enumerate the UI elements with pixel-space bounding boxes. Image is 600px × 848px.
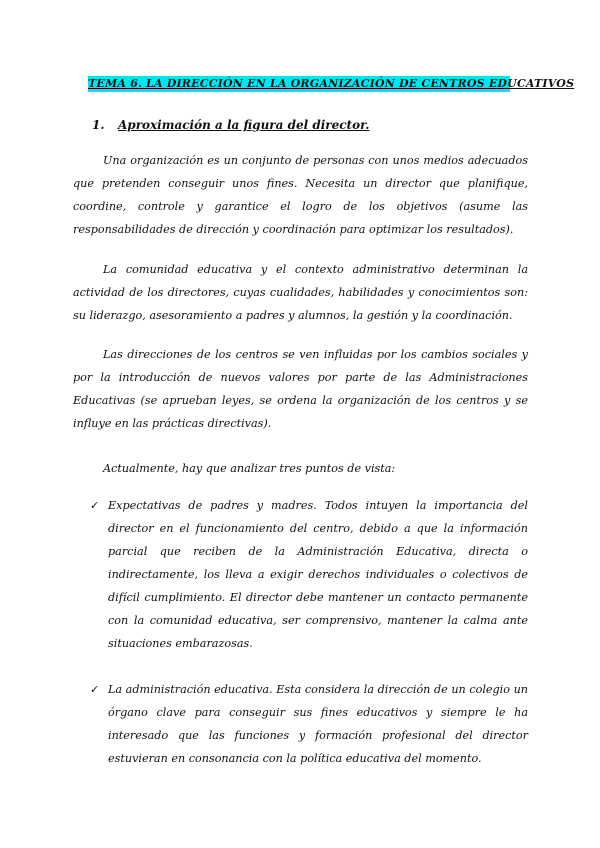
bullet-text: La administración educativa. Esta considera la dirección de un colegio un órgano clave para conseguir sus fines educativos y siempre le ha interesado que las funciones y formación profesional del director estuvieran en consonancia con la política educativa del momento. (108, 683, 528, 765)
paragraph: Una organización es un conjunto de personas con unos medios adecuados que pretenden conseguir unos fines. Necesita un director que planifique, coordine, controle y garantice el logro de los objetivos (asume las responsabilidades de dirección y coordinación para optimizar los resultados). (73, 154, 528, 236)
paragraph: La comunidad educativa y el contexto administrativo determinan la actividad de los directores, cuyas cualidades, habilidades y conocimientos son: su liderazgo, asesoramiento a padres y alumnos, la gestión y la coordinación. (73, 263, 528, 322)
document-title: TEMA 6. LA DIRECCIÓN EN LA ORGANIZACIÓN DE CENTROS EDUCATIVOS (88, 77, 575, 90)
bullet-item (90, 494, 528, 655)
bullet-text: Expectativas de padres y madres. Todos intuyen la importancia del director en el funcionamiento del centro, debido a que la información parcial que reciben de la Administración Educativa, directa o indirectamente, los lleva a exigir derechos individuales o colectivos de difícil cumplimiento. El director debe mantener un contacto permanente con la comunidad educativa, ser comprensivo, mantener la calma ante situaciones embarazosas. (108, 499, 528, 650)
section-heading (92, 118, 369, 132)
section-heading-text: Aproximación a la figura del director. (118, 118, 370, 132)
checkmark-icon: ✓ (90, 499, 100, 512)
checkmark-icon: ✓ (90, 683, 100, 696)
section-number: 1. (92, 118, 105, 132)
paragraph: Las direcciones de los centros se ven influidas por los cambios sociales y por la introducción de nuevos valores por parte de las Administraciones Educativas (se aprueban leyes, se ordena la organización de los centros y se influye en las prácticas directivas). (73, 348, 528, 430)
bullet-item (90, 678, 528, 770)
intro-line: Actualmente, hay que analizar tres puntos de vista: (103, 462, 396, 475)
